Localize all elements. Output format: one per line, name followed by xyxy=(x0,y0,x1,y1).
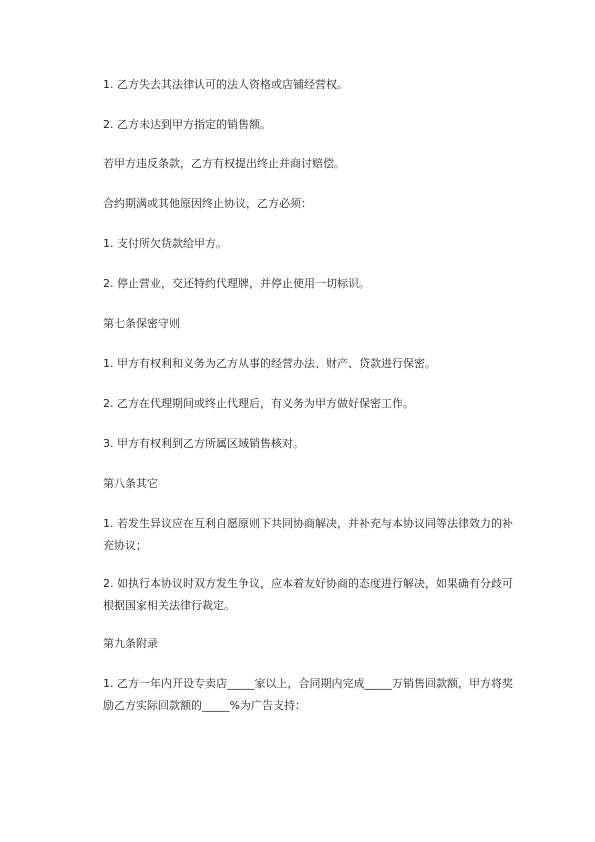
clause-paragraph: 1. 乙方一年内开设专卖店_____家以上，合同期内完成_____万销售回款额，甲方将奖励乙方实际回款额的_____%为广告支持： xyxy=(103,677,513,712)
clause-paragraph: 3. 甲方有权利到乙方所属区域销售核对。 xyxy=(103,437,304,450)
clause-paragraph: 若甲方违反条款，乙方有权提出终止并商讨赔偿。 xyxy=(103,157,345,170)
section-heading: 第八条其它 xyxy=(103,477,158,490)
clause-paragraph: 2. 停止营业，交还特约代理牌，并停止使用一切标识。 xyxy=(103,277,370,290)
clause-paragraph: 2. 如执行本协议时双方发生争议，应本着友好协商的态度进行解决，如果确有分歧可根据国家相关法律行裁定。 xyxy=(103,577,513,612)
section-heading: 第九条附录 xyxy=(103,637,158,650)
clause-paragraph: 2. 乙方在代理期间或终止代理后，有义务为甲方做好保密工作。 xyxy=(103,397,414,410)
section-heading: 第七条保密守则 xyxy=(103,317,180,330)
clause-paragraph: 1. 乙方失去其法律认可的法人资格或店铺经营权。 xyxy=(103,78,348,91)
clause-paragraph: 合约期满或其他原因终止协议，乙方必须： xyxy=(103,197,312,210)
clause-paragraph: 1. 甲方有权利和义务为乙方从事的经营办法、财产、贷款进行保密。 xyxy=(103,357,436,370)
clause-paragraph: 2. 乙方未达到甲方指定的销售额。 xyxy=(103,118,271,131)
clause-paragraph: 1. 支付所欠货款给甲方。 xyxy=(103,237,227,250)
clause-paragraph: 1. 若发生异议应在互利自愿原则下共同协商解决，并补充与本协议同等法律效力的补充协议； xyxy=(103,517,513,552)
